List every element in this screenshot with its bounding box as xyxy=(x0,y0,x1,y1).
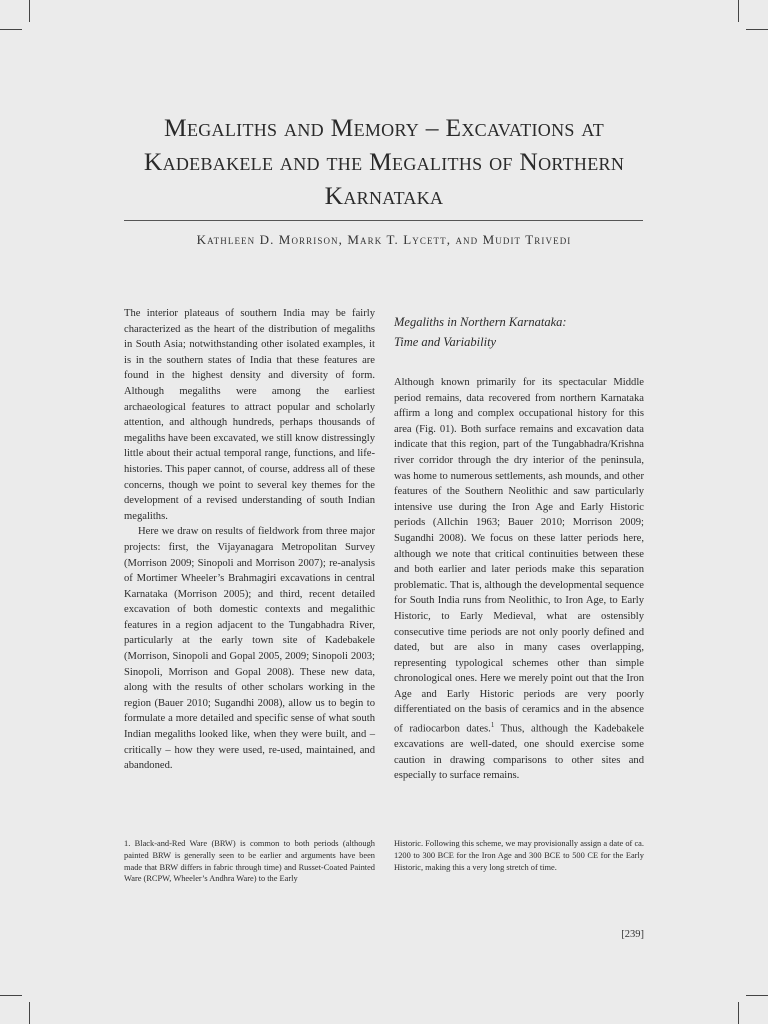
section-heading xyxy=(394,312,644,352)
body-text: Thus, although the Kadebakele excavations are well-dated, one should exercise some caution in drawing comparisons to other sites and especially to surface remains. xyxy=(394,723,644,782)
body-paragraph xyxy=(394,375,644,784)
page-title xyxy=(100,111,668,213)
body-paragraph: The interior plateaus of southern India may be fairly characterized as the heart of the distribution of megaliths in South Asia; notwithstanding other isolated examples, it is in the southern states of India that these features are found in the highest density and diversity of form. Although megaliths were among the earliest archaeological features to attract popular and scholarly attention, and although hundreds, perhaps thousands of megaliths have been excavated, we still know distressingly little about their actual temporal range, functions, and life-histories. This paper cannot, of course, address all of these concerns, though we point to several key themes for the development of a revised understanding of south Indian megaliths. xyxy=(124,308,375,522)
body-text: Although known primarily for its spectacular Middle period remains, data recovered from northern Karnataka affirm a long and complex occupational history for this area (Fig. 01). Both surface remains and excavation data indicate that this region, part of the Tungabhadra/Krishna river corridor through the dry interior of the peninsula, was home to numerous settlements, ash mounds, and other features of the Southern Neolithic and saw particularly intensive use during the Iron Age and Early Historic periods (Allchin 1963; Bauer 2010; Morrison 2009; Sugandhi 2008). We focus on these latter periods here, although we note that critical continuities between these and both earlier and later periods make this separation problematic. That is, although the developmental sequence for South India runs from Neolithic, to Iron Age, to Early Historic, to Early Medieval, what are ostensibly consecutive time periods are not only poorly defined and dated, but are also in many cases overlapping, representing typological schemes other than simple chronological ones. Here we merely point out that the Iron Age and Early Historic periods are very poorly differentiated on the basis of ceramics and in the absence of radiocarbon dates. xyxy=(394,377,644,735)
page-number: [239] xyxy=(621,929,644,940)
crop-mark xyxy=(0,29,22,30)
section-heading-line: Megaliths in Northern Karnataka: xyxy=(394,315,567,329)
right-column xyxy=(394,375,644,784)
crop-mark xyxy=(738,1002,739,1024)
crop-mark xyxy=(0,995,22,996)
section-heading-line: Time and Variability xyxy=(394,335,497,349)
left-column xyxy=(124,306,375,774)
footnote-text-continued: Historic. Following this scheme, we may provisionally assign a date of ca. 1200 to 300 BCE for the Iron Age and 300 BCE to 500 CE for the Early Historic, making this a very long stretch of time. xyxy=(394,839,644,872)
author-list: Kathleen D. Morrison, Mark T. Lycett, and Mudit Trivedi xyxy=(196,232,572,247)
title-rule xyxy=(124,220,643,221)
title-line: Megaliths and Memory – Excavations at xyxy=(163,113,604,142)
crop-mark xyxy=(29,0,30,22)
crop-mark xyxy=(746,29,768,30)
footnote-marker[interactable]: 1 xyxy=(490,721,495,730)
title-line: Kadebakele and the Megaliths of Northern xyxy=(143,147,625,176)
body-paragraph: Here we draw on results of fieldwork from three major projects: first, the Vijayanagara Metropolitan Survey (Morrison 2009; Sinopoli and Morrison 2007); re-analysis of Mortimer Wheeler’s Brahmagiri excavations in central Karnataka (Morrison 2005); and third, recent detailed excavation of both domestic contexts and megalithic features in a region adjacent to the Tungabhadra River, particularly at the early town site of Kadebakele (Morrison, Sinopoli and Gopal 2005, 2009; Sinopoli 2003; Sinopoli, Morrison and Gopal 2008). These new data, along with the results of other scholars working in the region (Bauer 2010; Sugandhi 2008), allow us to begin to formulate a more detailed and specific sense of what south Indian megaliths looked like, when they were built, and – critically – how they were used, re-used, maintained, and abandoned. xyxy=(124,526,375,772)
crop-mark xyxy=(29,1002,30,1024)
crop-mark xyxy=(746,995,768,996)
crop-mark xyxy=(738,0,739,22)
title-line: Karnataka xyxy=(324,181,444,210)
footnote-text: 1. Black-and-Red Ware (BRW) is common to both periods (although painted BRW is generally seen to be earlier and arguments have been made that BRW differs in fabric through time) and Russet-Coated Painted Ware (RCPW, Wheeler’s Andhra Ware) to the Early xyxy=(124,839,375,884)
